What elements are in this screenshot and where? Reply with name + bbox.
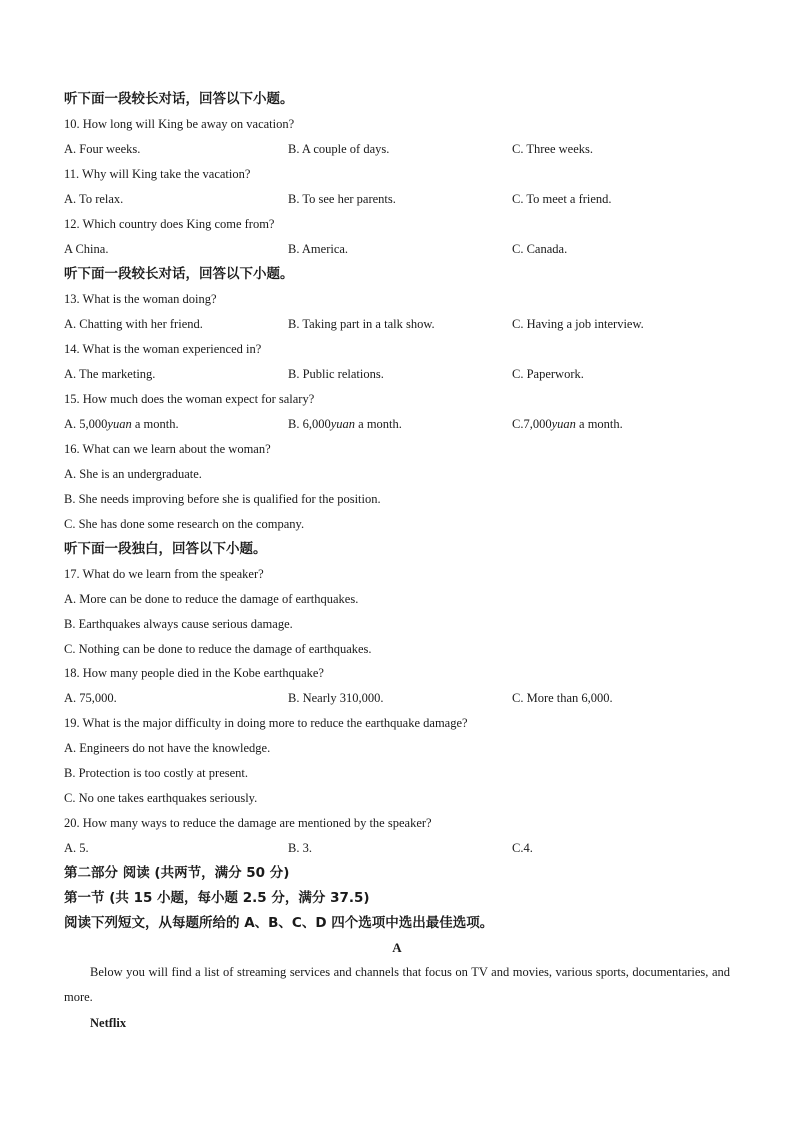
option-b-amount: B. 6,000 bbox=[288, 417, 331, 431]
option-a: A. To relax. bbox=[64, 192, 124, 206]
option-a-unit: yuan bbox=[107, 417, 132, 431]
passage-letter: A bbox=[392, 940, 402, 955]
option-b: B. Nearly 310,000. bbox=[288, 691, 384, 705]
option-c-unit: yuan bbox=[551, 417, 576, 431]
option-a: A. 75,000. bbox=[64, 691, 117, 705]
options-10 bbox=[64, 140, 734, 158]
options-12 bbox=[64, 240, 734, 258]
option-c bbox=[512, 415, 623, 433]
option-c: C. Having a job interview. bbox=[512, 317, 644, 331]
option-a-amount: A. 5,000 bbox=[64, 417, 108, 431]
option-c: C. More than 6,000. bbox=[512, 691, 613, 705]
option-c: C. To meet a friend. bbox=[512, 192, 612, 206]
option-a: A. The marketing. bbox=[64, 367, 156, 381]
option-c-amount: C.7,000 bbox=[512, 417, 552, 431]
option-17b: B. Earthquakes always cause serious damage. bbox=[64, 617, 293, 631]
option-b: B. Taking part in a talk show. bbox=[288, 317, 435, 331]
option-a: A. Four weeks. bbox=[64, 142, 141, 156]
options-13 bbox=[64, 315, 734, 333]
option-c: C. Paperwork. bbox=[512, 367, 584, 381]
option-b: B. Public relations. bbox=[288, 367, 384, 381]
options-11 bbox=[64, 190, 734, 208]
option-b-period: a month. bbox=[355, 417, 402, 431]
option-b bbox=[288, 415, 402, 433]
passage-intro: Below you will find a list of streaming services and channels that focus on TV and movies, various sports, documentaries, and more. bbox=[64, 965, 730, 1004]
question-14: 14. What is the woman experienced in? bbox=[64, 342, 262, 356]
options-14 bbox=[64, 365, 734, 383]
part-two-header: 第二部分 阅读 (共两节，满分 50 分) bbox=[64, 865, 290, 881]
option-19c: C. No one takes earthquakes seriously. bbox=[64, 791, 258, 805]
option-16a: A. She is an undergraduate. bbox=[64, 467, 202, 481]
option-c: C. Canada. bbox=[512, 242, 568, 256]
question-13: 13. What is the woman doing? bbox=[64, 292, 217, 306]
options-18 bbox=[64, 689, 734, 707]
question-10: 10. How long will King be away on vacation? bbox=[64, 117, 295, 131]
option-c: C.4. bbox=[512, 841, 533, 855]
option-a-period: a month. bbox=[131, 417, 179, 431]
option-16b: B. She needs improving before she is qualified for the position. bbox=[64, 492, 381, 506]
option-a bbox=[64, 415, 179, 433]
options-20 bbox=[64, 839, 734, 857]
option-b: B. America. bbox=[288, 242, 349, 256]
option-b: B. A couple of days. bbox=[288, 142, 390, 156]
question-17: 17. What do we learn from the speaker? bbox=[64, 567, 264, 581]
question-20: 20. How many ways to reduce the damage are mentioned by the speaker? bbox=[64, 816, 432, 830]
option-19a: A. Engineers do not have the knowledge. bbox=[64, 741, 271, 755]
option-16c: C. She has done some research on the company. bbox=[64, 517, 305, 531]
section-one-header: 第一节 (共 15 小题，每小题 2.5 分，满分 37.5) bbox=[64, 890, 370, 906]
question-12: 12. Which country does King come from? bbox=[64, 217, 275, 231]
section-header-monologue: 听下面一段独白，回答以下小题。 bbox=[64, 541, 267, 557]
option-17a: A. More can be done to reduce the damage of earthquakes. bbox=[64, 592, 359, 606]
option-a: A. Chatting with her friend. bbox=[64, 317, 203, 331]
passage-subheading: Netflix bbox=[90, 1016, 127, 1030]
question-11: 11. Why will King take the vacation? bbox=[64, 167, 251, 181]
section-header-dialogue-2: 听下面一段较长对话，回答以下小题。 bbox=[64, 266, 294, 282]
option-c-period: a month. bbox=[575, 417, 623, 431]
option-b: B. To see her parents. bbox=[288, 192, 396, 206]
option-19b: B. Protection is too costly at present. bbox=[64, 766, 249, 780]
options-15 bbox=[64, 415, 734, 433]
option-a: A China. bbox=[64, 242, 109, 256]
option-c: C. Three weeks. bbox=[512, 142, 593, 156]
option-a: A. 5. bbox=[64, 841, 89, 855]
option-b-unit: yuan bbox=[330, 417, 356, 431]
question-18: 18. How many people died in the Kobe earthquake? bbox=[64, 666, 324, 680]
question-16: 16. What can we learn about the woman? bbox=[64, 442, 271, 456]
question-19: 19. What is the major difficulty in doing more to reduce the earthquake damage? bbox=[64, 716, 468, 730]
option-17c: C. Nothing can be done to reduce the damage of earthquakes. bbox=[64, 642, 372, 656]
reading-instructions: 阅读下列短文，从每题所给的 A、B、C、D 四个选项中选出最佳选项。 bbox=[64, 915, 494, 931]
section-header-dialogue-1: 听下面一段较长对话，回答以下小题。 bbox=[64, 91, 294, 107]
option-b: B. 3. bbox=[288, 841, 312, 855]
question-15: 15. How much does the woman expect for salary? bbox=[64, 392, 315, 406]
